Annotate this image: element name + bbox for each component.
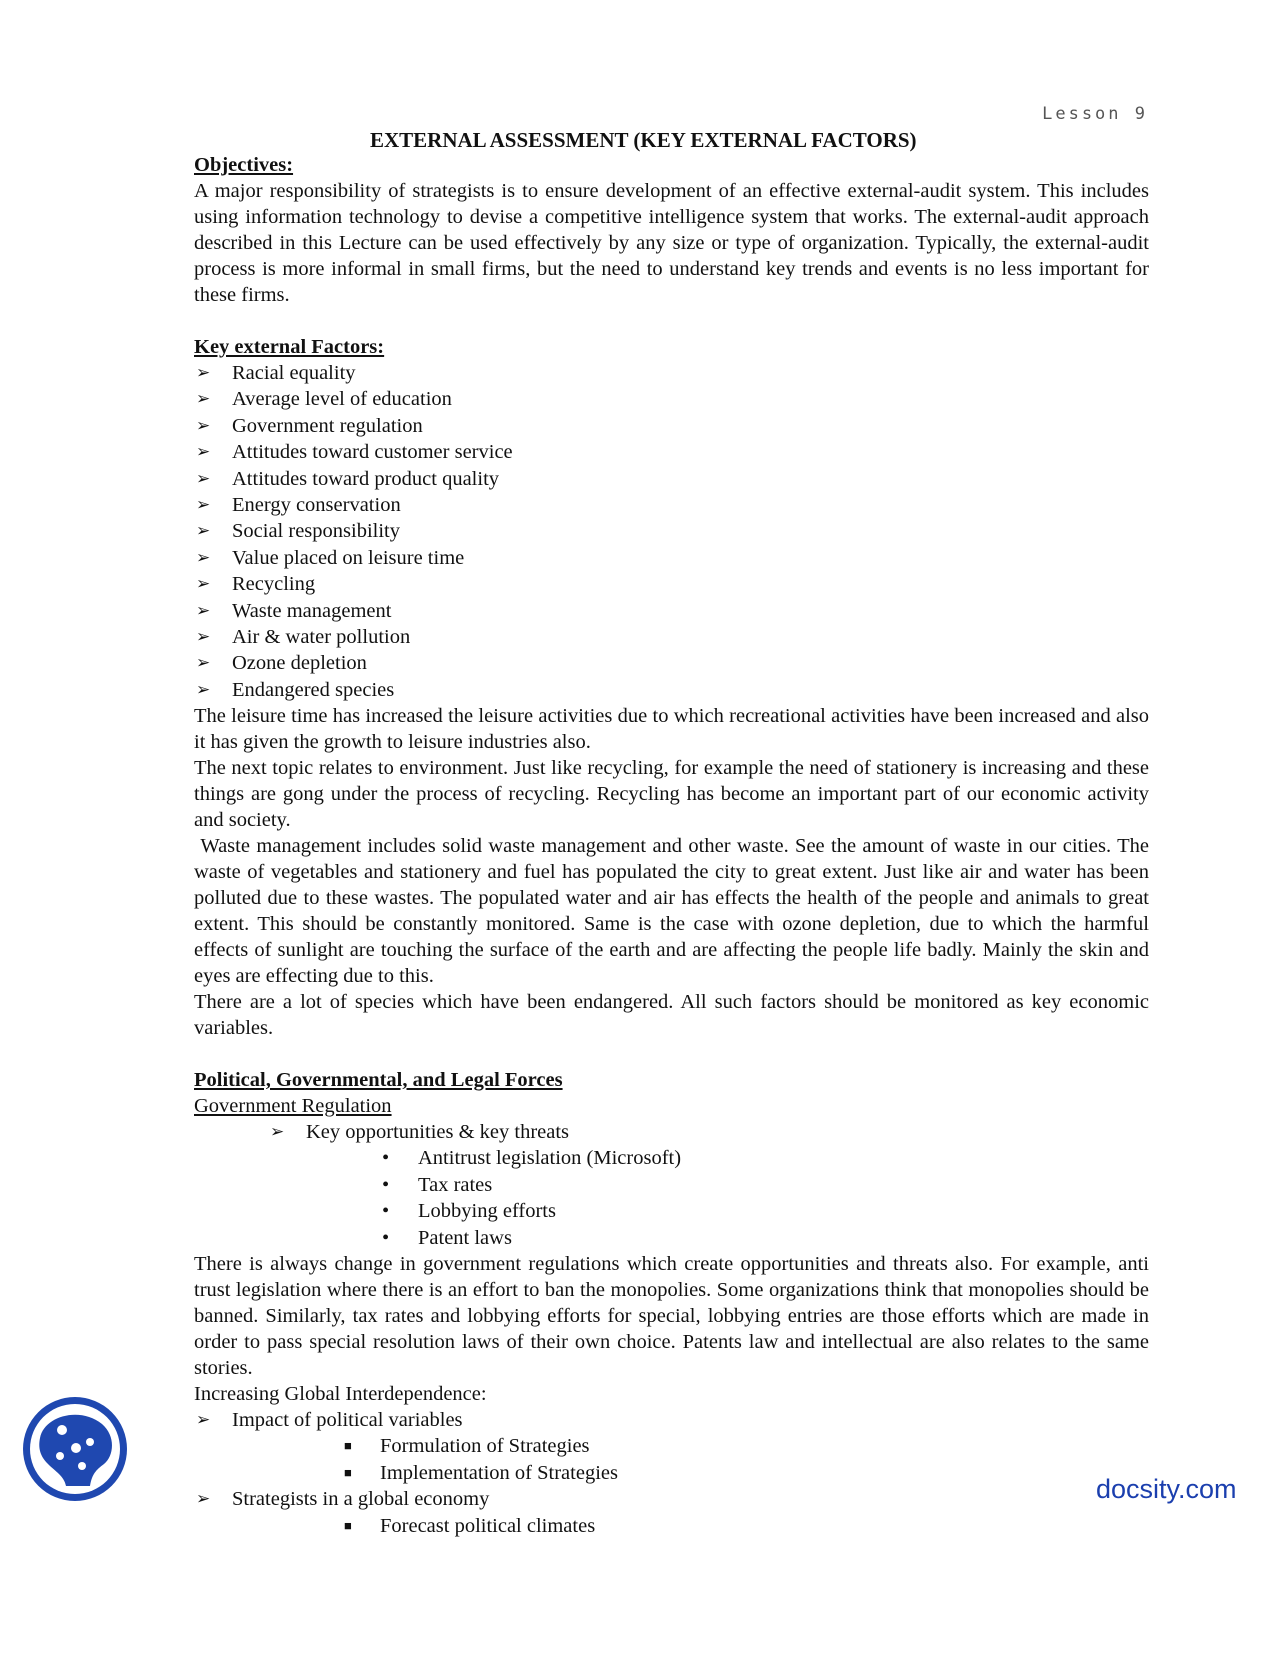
key-factors-heading: Key external Factors: — [194, 336, 385, 358]
list-item: ➢ Strategists in a global economy — [196, 1488, 490, 1511]
list-item: ➢ Attitudes toward customer service — [196, 441, 513, 464]
list-item: ➢ Air & water pollution — [196, 625, 411, 648]
government-regulation-subheading: Government Regulation — [194, 1095, 392, 1118]
global-sublist-1 — [194, 1433, 1149, 1486]
list-item: ■ Forecast political climates — [344, 1514, 596, 1537]
global-list-2 — [194, 1486, 1149, 1512]
arrow-bullet-icon: ➢ — [196, 389, 211, 410]
arrow-bullet-icon: ➢ — [196, 1410, 211, 1431]
global-list-1 — [194, 1407, 1149, 1433]
global-heading: Increasing Global Interdependence: — [194, 1383, 487, 1406]
list-item: ➢ Average level of education — [196, 388, 452, 411]
list-item: ➢ Energy conservation — [196, 493, 401, 516]
global-sublist-2 — [194, 1513, 1149, 1540]
arrow-bullet-icon: ➢ — [196, 679, 211, 700]
list-item: ➢ Government regulation — [196, 414, 423, 437]
list-item: ➢ Social responsibility — [196, 520, 400, 543]
arrow-bullet-icon: ➢ — [270, 1122, 285, 1143]
objectives-paragraph: A major responsibility of strategists is to ensure development of an effective external-audit system. This includes using information technology to devise a competitive intelligence system that works. The external-audit approach described in this Lecture can be used effectively by any size or type of organization. Typically, the external-audit process is more informal in small firms, but the need to understand key trends and events is no less important for these firms. — [194, 180, 1149, 306]
square-bullet-icon: ■ — [344, 1464, 352, 1480]
list-item: ➢ Ozone depletion — [196, 652, 367, 675]
arrow-bullet-icon: ➢ — [196, 574, 211, 595]
list-item: ➢ Key opportunities & key threats — [270, 1121, 570, 1144]
arrow-bullet-icon: ➢ — [196, 626, 211, 647]
leisure-paragraph: The leisure time has increased the leisure activities due to which recreational activities have been increased and also it has given the growth to leisure industries also. — [194, 705, 1149, 754]
environment-paragraph: The next topic relates to environment. Just like recycling, for example the need of stationery is increasing and these things are gong under the process of recycling. Recycling has become an important part of our economic activity and society. — [194, 757, 1149, 832]
list-item: • Tax rates — [382, 1173, 493, 1196]
arrow-bullet-icon: ➢ — [196, 442, 211, 463]
dot-bullet-icon: • — [382, 1200, 390, 1223]
list-item: ➢ Attitudes toward product quality — [196, 467, 500, 490]
arrow-bullet-icon: ➢ — [196, 1489, 211, 1510]
list-item: ➢ Racial equality — [196, 362, 356, 384]
list-item: • Patent laws — [382, 1226, 512, 1249]
arrow-bullet-icon: ➢ — [196, 521, 211, 542]
list-item: ➢ Recycling — [196, 573, 316, 596]
square-bullet-icon: ■ — [344, 1517, 352, 1533]
arrow-bullet-icon: ➢ — [196, 494, 211, 515]
square-bullet-icon: ■ — [344, 1438, 352, 1454]
document-body — [194, 152, 1155, 1539]
lesson-label: Lesson 9 — [1042, 104, 1148, 124]
regulation-paragraph: There is always change in government regulations which create opportunities and threats also. For example, anti trust legislation where there is an effort to ban the monopolies. Some organizations think that monopolies should be banned. Similarly, tax rates and lobbying efforts for special, lobbying entries are those efforts which are made in order to pass special resolution laws of their own choice. Patents law and intellectual are also relates to the same stories. — [194, 1253, 1149, 1380]
arrow-bullet-icon: ➢ — [196, 363, 211, 383]
objectives-heading: Objectives: — [194, 154, 294, 176]
list-item: ■ Formulation of Strategies — [344, 1435, 590, 1458]
arrow-bullet-icon: ➢ — [196, 653, 211, 674]
species-paragraph: There are a lot of species which have been endangered. All such factors should be monitored as key economic variables. — [194, 991, 1149, 1040]
regulation-bullets — [194, 1145, 1149, 1251]
list-item: ➢ Waste management — [196, 599, 392, 622]
dot-bullet-icon: • — [382, 1226, 390, 1249]
list-item: • Lobbying efforts — [382, 1200, 556, 1223]
dot-bullet-icon: • — [382, 1147, 390, 1170]
arrow-bullet-icon: ➢ — [196, 547, 211, 568]
list-item: ➢ Endangered species — [196, 678, 395, 701]
list-item: ➢ Impact of political variables — [196, 1409, 463, 1432]
arrow-bullet-icon: ➢ — [196, 468, 211, 489]
key-factors-list — [194, 360, 1149, 703]
list-item: ➢ Value placed on leisure time — [196, 546, 465, 569]
waste-paragraph: Waste management includes solid waste management and other waste. See the amount of waste in our cities. The waste of vegetables and stationery and fuel has populated the city to great extent. Just like air and water has been polluted due to these wastes. The populated water and air has effects the health of the people and animals to great extent. This should be constantly monitored. Same is the case with ozone depletion, due to which the harmful effects of sunlight are touching the surface of the earth and are affecting the people life badly. Mainly the skin and eyes are effecting due to this. — [194, 835, 1155, 988]
list-item: • Antitrust legislation (Microsoft) — [382, 1147, 682, 1170]
docsity-logo-icon[interactable] — [20, 1394, 130, 1504]
page-title: EXTERNAL ASSESSMENT (KEY EXTERNAL FACTORS) — [370, 128, 917, 152]
arrow-bullet-icon: ➢ — [196, 600, 211, 621]
dot-bullet-icon: • — [382, 1173, 390, 1196]
list-item: ■ Implementation of Strategies — [344, 1461, 618, 1484]
political-heading: Political, Governmental, and Legal Forces — [194, 1069, 563, 1092]
docsity-brand-link[interactable]: docsity.com — [1096, 1474, 1237, 1504]
arrow-bullet-icon: ➢ — [196, 415, 211, 436]
